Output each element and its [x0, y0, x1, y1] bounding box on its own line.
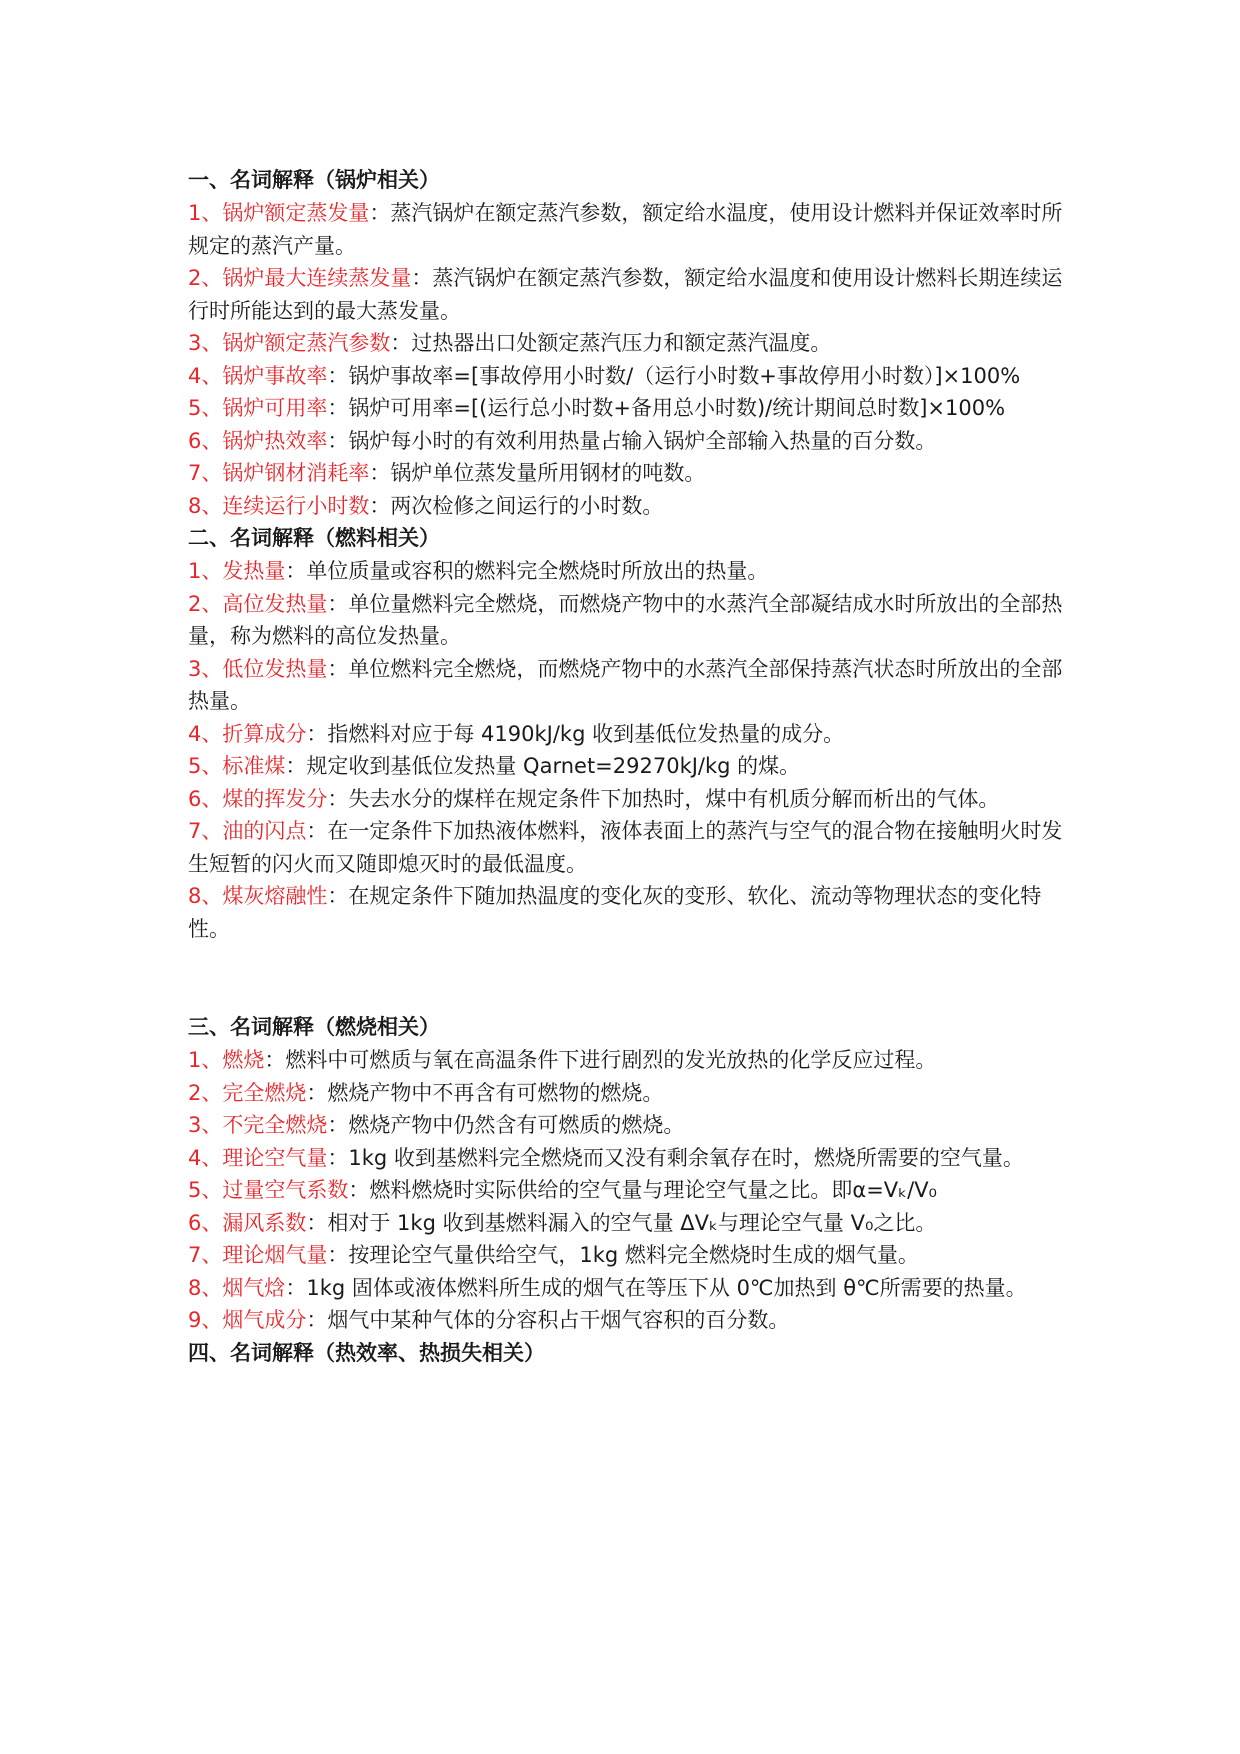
- glossary-entry: [188, 555, 1068, 588]
- term: 6、漏风系数: [188, 1210, 307, 1235]
- section-title: 一、名词解释（锅炉相关）: [188, 168, 440, 192]
- term: 7、锅炉钢材消耗率: [188, 461, 370, 485]
- glossary-entry: [188, 1272, 1068, 1305]
- glossary-entry: [188, 392, 1068, 425]
- term: 8、烟气焓: [188, 1275, 286, 1300]
- definition: ：单位燃料完全燃烧，而燃烧产物中的水蒸汽全部保持蒸汽状态时所放出的全部热量。: [188, 656, 1063, 713]
- section-title: 二、名词解释（燃料相关）: [188, 526, 440, 550]
- glossary-entry: [188, 718, 1068, 751]
- definition: ：锅炉单位蒸发量所用钢材的吨数。: [369, 461, 706, 485]
- definition: ：单位质量或容积的燃料完全燃烧时所放出的热量。: [285, 559, 769, 583]
- term: 6、煤的挥发分: [188, 786, 328, 811]
- definition: ：燃烧产物中不再含有可燃物的燃烧。: [306, 1080, 664, 1105]
- glossary-entry: [188, 1239, 1068, 1272]
- section-title: 四、名词解释（热效率、热损失相关）: [188, 1340, 545, 1365]
- glossary-entry: [188, 490, 1068, 523]
- term: 6、锅炉热效率: [188, 428, 328, 453]
- term: 4、锅炉事故率: [188, 363, 328, 388]
- definition: ：失去水分的煤样在规定条件下加热时，煤中有机质分解而析出的气体。: [327, 786, 1000, 811]
- term: 1、锅炉额定蒸发量: [188, 201, 370, 225]
- glossary-entry: [188, 815, 1068, 880]
- glossary-entry: [188, 425, 1068, 458]
- glossary-entry: [188, 750, 1068, 783]
- section-combustion: [188, 1011, 1068, 1337]
- definition: ：锅炉每小时的有效利用热量占输入锅炉全部输入热量的百分数。: [327, 428, 937, 453]
- term: 5、过量空气系数: [188, 1178, 349, 1202]
- document-body: [188, 164, 1068, 1370]
- definition: ：1kg 固体或液体燃料所生成的烟气在等压下从 0℃加热到 θ℃所需要的热量。: [285, 1275, 1027, 1300]
- section-thermal-efficiency: [188, 1337, 1068, 1370]
- term: 2、完全燃烧: [188, 1080, 307, 1105]
- term: 2、锅炉最大连续蒸发量: [188, 266, 412, 290]
- section-boiler: [188, 164, 1068, 522]
- term: 1、发热量: [188, 559, 286, 583]
- glossary-entry: [188, 783, 1068, 816]
- glossary-entry: [188, 653, 1068, 718]
- glossary-entry: [188, 588, 1068, 653]
- definition: ：锅炉事故率=[事故停用小时数/（运行小时数+事故停用小时数）]×100%: [327, 363, 1021, 388]
- definition: ：在一定条件下加热液体燃料，液体表面上的蒸汽与空气的混合物在接触明火时发生短暂的闪火而又随即熄灭时的最低温度。: [188, 819, 1063, 876]
- term: 7、油的闪点: [188, 819, 307, 843]
- glossary-entry: [188, 1109, 1068, 1142]
- section-fuel: [188, 522, 1068, 945]
- glossary-entry: [188, 327, 1068, 360]
- term: 8、连续运行小时数: [188, 493, 370, 518]
- term: 1、燃烧: [188, 1048, 265, 1072]
- glossary-entry: [188, 880, 1068, 945]
- term: 5、锅炉可用率: [188, 396, 328, 420]
- definition: ：两次检修之间运行的小时数。: [369, 493, 664, 518]
- definition: ：烟气中某种气体的分容积占干烟气容积的百分数。: [306, 1308, 790, 1332]
- glossary-entry: [188, 1207, 1068, 1240]
- glossary-entry: [188, 197, 1068, 262]
- glossary-entry: [188, 1142, 1068, 1175]
- definition: ：燃烧产物中仍然含有可燃质的燃烧。: [327, 1113, 685, 1137]
- term: 3、低位发热量: [188, 656, 328, 681]
- glossary-entry: [188, 262, 1068, 327]
- definition: ：相对于 1kg 收到基燃料漏入的空气量 ΔVₖ与理论空气量 V₀之比。: [306, 1210, 937, 1235]
- term: 7、理论烟气量: [188, 1243, 328, 1267]
- glossary-entry: [188, 360, 1068, 393]
- glossary-entry: [188, 457, 1068, 490]
- section-title: 三、名词解释（燃烧相关）: [188, 1015, 440, 1039]
- term: 4、理论空气量: [188, 1145, 328, 1170]
- term: 2、高位发热量: [188, 591, 328, 616]
- glossary-entry: [188, 1077, 1068, 1110]
- definition: ：锅炉可用率=[(运行总小时数+备用总小时数)/统计期间总时数]×100%: [327, 396, 1006, 420]
- term: 8、煤灰熔融性: [188, 884, 328, 908]
- definition: ：在规定条件下随加热温度的变化灰的变形、软化、流动等物理状态的变化特性。: [188, 884, 1042, 941]
- term: 9、烟气成分: [188, 1308, 307, 1332]
- definition: ：单位量燃料完全燃烧，而燃烧产物中的水蒸汽全部凝结成水时所放出的全部热量，称为燃料的高位发热量。: [188, 591, 1063, 648]
- glossary-entry: [188, 1174, 1068, 1207]
- definition: ：蒸汽锅炉在额定蒸汽参数，额定给水温度，使用设计燃料并保证效率时所规定的蒸汽产量。: [188, 201, 1063, 258]
- definition: ：1kg 收到基燃料完全燃烧而又没有剩余氧存在时，燃烧所需要的空气量。: [327, 1145, 1024, 1170]
- definition: ：蒸汽锅炉在额定蒸汽参数，额定给水温度和使用设计燃料长期连续运行时所能达到的最大蒸发量。: [188, 266, 1063, 323]
- definition: ：过热器出口处额定蒸汽压力和额定蒸汽温度。: [390, 331, 832, 355]
- term: 4、折算成分: [188, 721, 307, 746]
- definition: ：燃料中可燃质与氧在高温条件下进行剧烈的发光放热的化学反应过程。: [264, 1048, 937, 1072]
- definition: ：规定收到基低位发热量 Qarnet=29270kJ/kg 的煤。: [285, 754, 801, 778]
- section-spacer: [188, 945, 1068, 1011]
- glossary-entry: [188, 1044, 1068, 1077]
- definition: ：燃料燃烧时实际供给的空气量与理论空气量之比。即α=Vₖ/V₀: [348, 1178, 937, 1202]
- term: 3、锅炉额定蒸汽参数: [188, 331, 391, 355]
- term: 5、标准煤: [188, 754, 286, 778]
- term: 3、不完全燃烧: [188, 1113, 328, 1137]
- definition: ：指燃料对应于每 4190kJ/kg 收到基低位发热量的成分。: [306, 721, 845, 746]
- definition: ：按理论空气量供给空气，1kg 燃料完全燃烧时生成的烟气量。: [327, 1243, 919, 1267]
- glossary-entry: [188, 1304, 1068, 1337]
